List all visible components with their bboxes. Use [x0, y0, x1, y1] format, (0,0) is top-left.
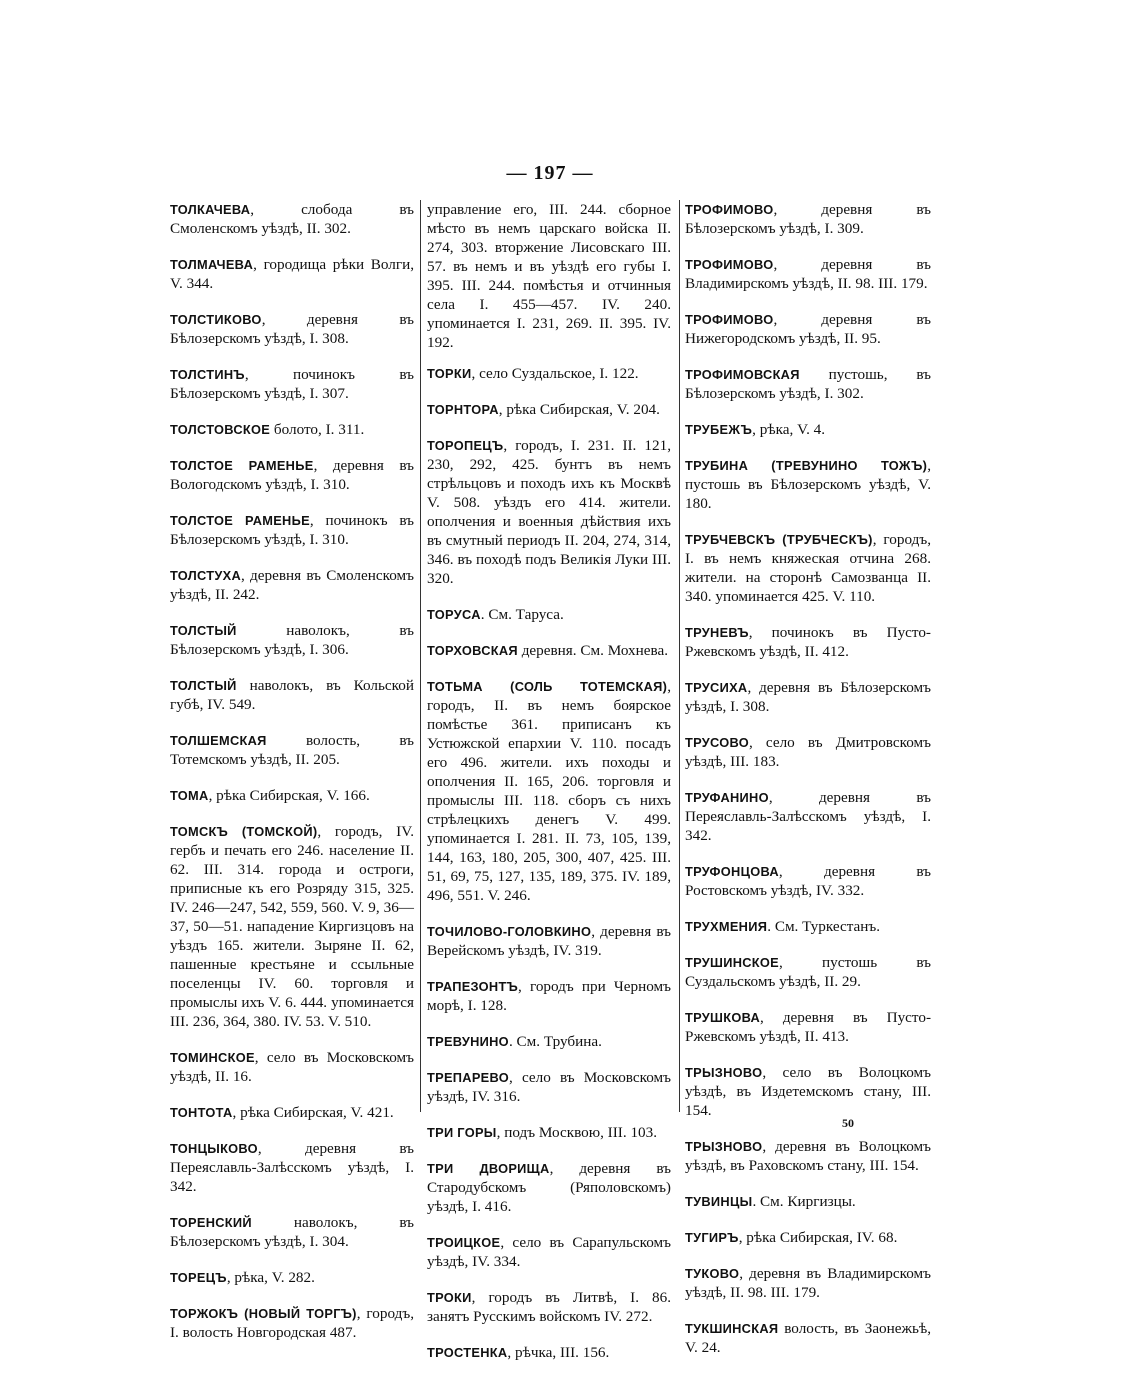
entry-text: , деревня въ Переяславль-Залѣсскомъ уѣздѣ, I. 342.	[685, 789, 931, 844]
entry-headword: ТРОКИ	[427, 1290, 472, 1305]
entry-text: . См. Таруса.	[480, 606, 564, 623]
entry-headword: ТОРЖОКЪ (НОВЫЙ ТОРГЪ)	[170, 1306, 357, 1321]
entry-headword: ТРЫЗНОВО	[685, 1065, 763, 1080]
entry-headword: ТРУФОНЦОВА	[685, 864, 779, 879]
entry-headword: ТОРОПЕЦЪ	[427, 438, 504, 453]
entry-text: , починокъ въ Бѣлозерскомъ уѣздѣ, I. 307.	[170, 366, 414, 402]
entry-text: , слобода въ Смоленскомъ уѣздѣ, II. 302.	[170, 201, 414, 237]
index-entry	[685, 917, 931, 936]
entry-text: , пустошь въ Суздальскомъ уѣздѣ, II. 29.	[685, 954, 931, 990]
index-entry	[427, 977, 671, 1015]
column-divider	[420, 200, 421, 1112]
index-entry	[170, 511, 414, 549]
index-entry	[170, 456, 414, 494]
entry-text: . См. Киргизцы.	[752, 1193, 856, 1210]
entry-headword: ТОЧИЛОВО-ГОЛОВКИНО	[427, 924, 592, 939]
index-entry	[685, 1228, 931, 1247]
index-entry	[685, 953, 931, 991]
entry-headword: ТРОСТЕНКА	[427, 1345, 508, 1360]
entry-text: , деревня въ Бѣлозерскомъ уѣздѣ, I. 308.	[685, 679, 931, 715]
entry-headword: ТРУСИХА	[685, 680, 748, 695]
entry-text: наволокъ, въ Бѣлозерскомъ уѣздѣ, I. 304.	[170, 1214, 414, 1250]
entry-headword: ТОЛСТЫЙ	[170, 678, 237, 693]
entry-text: деревня. См. Мохнева.	[517, 642, 669, 659]
entry-headword: ТРУШИНСКОЕ	[685, 955, 779, 970]
entry-text: , деревня въ Нижегородскомъ уѣздѣ, II. 95.	[685, 311, 931, 347]
entry-headword: ТОРЕЦЪ	[170, 1270, 227, 1285]
entry-text: управление его, III. 244. сборное мѣсто въ немъ царскаго войска II. 274, 303. вторжение Лисовскаго III. 57. въ немъ и въ уѣздѣ его губы I. 395. III. 244. помѣстья и отчинныя села I. 455—457. IV. 240. упоминается I. 231, 269. II. 395. IV. 192.	[427, 201, 671, 351]
index-entry	[685, 530, 931, 606]
entry-headword: ТОМСКЪ (ТОМСКОЙ)	[170, 824, 318, 839]
entry-headword: ТОЛКАЧЕВА	[170, 202, 251, 217]
index-entry	[170, 310, 414, 348]
entry-text: , городъ въ Литвѣ, I. 86. занятъ Русскимъ войскомъ IV. 272.	[427, 1289, 671, 1325]
index-entry	[427, 436, 671, 588]
entry-headword: ТРЕВУНИНО	[427, 1034, 509, 1049]
entry-text: , деревня въ Волоцкомъ уѣздѣ, въ Раховскомъ стану, III. 154.	[685, 1138, 931, 1174]
entry-text: , рѣка, V. 282.	[226, 1269, 315, 1286]
index-entry	[685, 255, 931, 293]
index-entry	[427, 922, 671, 960]
index-entry	[685, 1264, 931, 1302]
entry-headword: ТОТЬМА (СОЛЬ ТОТЕМСКАЯ)	[427, 679, 668, 694]
index-entry	[427, 641, 671, 660]
entry-text: , рѣка Сибирская, V. 204.	[498, 401, 660, 418]
entry-headword: ТОЛСТЫЙ	[170, 623, 237, 638]
entry-text: , деревня въ Стародубскомъ (Ряполовскомъ) уѣздѣ, I. 416.	[427, 1160, 672, 1215]
entry-headword: ТОЛСТИКОВО	[170, 312, 262, 327]
index-entry	[685, 1008, 931, 1046]
index-entry	[685, 310, 931, 348]
index-entry	[427, 1068, 671, 1106]
entry-text: . См. Туркестанъ.	[767, 918, 881, 935]
entry-text: , деревня въ Владимирскомъ уѣздѣ, II. 98. III. 179.	[685, 256, 931, 292]
entry-text: , рѣка, V. 4.	[752, 421, 826, 438]
entry-text: , рѣка Сибирская, V. 166.	[208, 787, 370, 804]
entry-headword: ТРУХМЕНИЯ	[685, 919, 768, 934]
entry-headword: ТОМИНСКОЕ	[170, 1050, 255, 1065]
entry-headword: ТОНЦЫКОВО	[170, 1141, 258, 1156]
index-entry	[170, 822, 414, 1031]
index-entry	[427, 400, 671, 419]
index-entry	[170, 1304, 414, 1342]
index-entry	[170, 731, 414, 769]
column-divider	[679, 200, 680, 1112]
printer-signature: 50	[842, 1116, 854, 1130]
index-entry	[427, 1288, 671, 1326]
entry-text: , село въ Дмитровскомъ уѣздѣ, III. 183.	[685, 734, 931, 770]
entry-text: , деревня въ Владимирскомъ уѣздѣ, II. 98. III. 179.	[685, 1265, 931, 1301]
entry-headword: ТРЕПАРЕВО	[427, 1070, 509, 1085]
entry-headword: ТРЫЗНОВО	[685, 1139, 763, 1154]
entry-headword: ТРУНЕВЪ	[685, 625, 749, 640]
entry-text: , село въ Московскомъ уѣздѣ, II. 16.	[170, 1049, 414, 1085]
entry-text: волость, въ Тотемскомъ уѣздѣ, II. 205.	[170, 732, 414, 768]
entry-text: , городища рѣки Волги, V. 344.	[170, 256, 414, 292]
entry-headword: ТРОФИМОВО	[685, 312, 774, 327]
entry-text: , подъ Москвою, III. 103.	[496, 1124, 658, 1141]
index-entry	[685, 200, 931, 238]
index-entry	[685, 788, 931, 845]
entry-text: наволокъ, въ Кольской губѣ, IV. 549.	[170, 677, 414, 713]
index-column-2	[427, 200, 671, 1379]
entry-headword: ТРУСОВО	[685, 735, 749, 750]
index-entry	[427, 1159, 671, 1216]
entry-headword: ТРУБЧЕВСКЪ (ТРУБЧЕСКЪ)	[685, 532, 873, 547]
entry-text: наволокъ, въ Бѣлозерскомъ уѣздѣ, I. 306.	[170, 622, 414, 658]
index-entry	[427, 364, 671, 383]
entry-text: , деревня въ Переяславль-Залѣсскомъ уѣздѣ, I. 342.	[170, 1140, 414, 1195]
index-entry	[170, 786, 414, 805]
index-entry	[427, 200, 671, 352]
entry-headword: ТУГИРЪ	[685, 1230, 739, 1245]
index-column-1	[170, 200, 414, 1359]
entry-text: пустошь, въ Бѣлозерскомъ уѣздѣ, I. 302.	[685, 366, 931, 402]
entry-text: , городъ, I. 231. II. 121, 230, 292, 425. бунтъ въ немъ стрѣльцовъ и походъ ихъ къ Москвѣ V. 508. уѣздъ его 414. жители. ополчения и военныя дѣйствия ихъ въ смутный периодъ II. 204, 274, 314, 346. въ походѣ подъ Великія Луки III. 320.	[427, 437, 671, 587]
entry-text: , городъ, IV. гербъ и печать его 246. население II. 62. III. 314. города и остроги, приписные къ его Розряду 315, 325. IV. 246—247, 542, 559, 560. V. 9, 36—37, 50—51. нападение Киргизцовъ на уѣздъ 165. жители. Зыряне II. 62, пашенные крестьяне и ссыльные поселенцы IV. 60. торговля и промыслы ихъ V. 6. 444. упоминается III. 236, 364, 380. IV. 53. V. 510.	[170, 823, 414, 1030]
entry-text: , городъ, I. въ немъ княжеская отчина 268. жители. на сторонѣ Самозванца II. 340. упоминается 425. V. 110.	[685, 531, 932, 605]
index-entry	[170, 255, 414, 293]
entry-headword: ТУКШИНСКАЯ	[685, 1321, 779, 1336]
entry-headword: ТРОИЦКОЕ	[427, 1235, 501, 1250]
index-entry	[170, 621, 414, 659]
entry-text: , село въ Сарапульскомъ уѣздѣ, IV. 334.	[427, 1234, 671, 1270]
index-entry	[170, 1268, 414, 1287]
entry-headword: ТОРХОВСКАЯ	[427, 643, 518, 658]
entry-headword: ТОРЕНСКИЙ	[170, 1215, 252, 1230]
entry-headword: ТРИ ГОРЫ	[427, 1125, 497, 1140]
entry-text: , село Суздальское, I. 122.	[471, 365, 639, 382]
entry-text: . См. Трубина.	[508, 1033, 602, 1050]
entry-text: болото, I. 311.	[270, 421, 365, 438]
entry-headword: ТРОФИМОВО	[685, 202, 774, 217]
index-entry	[427, 1032, 671, 1051]
entry-text: , рѣчка, III. 156.	[507, 1344, 610, 1361]
index-entry	[427, 1343, 671, 1362]
entry-headword: ТОМА	[170, 788, 209, 803]
entry-headword: ТОЛСТИНЪ	[170, 367, 245, 382]
index-entry	[170, 200, 414, 238]
entry-text: , деревня въ Вологодскомъ уѣздѣ, I. 310.	[170, 457, 414, 493]
entry-text: , деревня въ Бѣлозерскомъ уѣздѣ, I. 309.	[685, 201, 931, 237]
entry-headword: ТОНТОТА	[170, 1105, 233, 1120]
entry-text: , рѣка Сибирская, V. 421.	[232, 1104, 394, 1121]
index-entry	[170, 566, 414, 604]
entry-text: , городъ, II. въ немъ боярское помѣстье 361. приписанъ къ Устюжской епархии V. 110. посадъ его 496. жители. ихъ походы и ополчения II. 165, 206. торговля и промыслы III. 118. сборъ съ нихъ стрѣлецкихъ денегъ V. 499. упоминается I. 281. II. 73, 105, 139, 144, 163, 180, 205, 300, 407, 425. III. 51, 69, 75, 127, 135, 189, 375. IV. 189, 496, 551. V. 246.	[427, 678, 671, 904]
index-entry	[685, 733, 931, 771]
page-number: — 197 —	[506, 162, 594, 184]
index-entry	[427, 1233, 671, 1271]
index-entry	[685, 623, 931, 661]
index-column-3	[685, 200, 931, 1374]
index-entry	[170, 1103, 414, 1122]
index-entry	[685, 420, 931, 439]
entry-text: , село въ Московскомъ уѣздѣ, IV. 316.	[427, 1069, 671, 1105]
entry-headword: ТРИ ДВОРИЩА	[427, 1161, 550, 1176]
entry-headword: ТОЛСТОЕ РАМЕНЬЕ	[170, 458, 314, 473]
entry-text: , деревня въ Ростовскомъ уѣздѣ, IV. 332.	[685, 863, 931, 899]
index-entry	[685, 1063, 931, 1120]
index-entry	[685, 862, 931, 900]
entry-text: волость, въ Заонежьѣ, V. 24.	[685, 1320, 931, 1356]
index-entry	[170, 365, 414, 403]
index-entry	[685, 1319, 931, 1357]
entry-headword: ТУКОВО	[685, 1266, 740, 1281]
entry-headword: ТРУШКОВА	[685, 1010, 761, 1025]
entry-text: , деревня въ Смоленскомъ уѣздѣ, II. 242.	[170, 567, 414, 603]
entry-text: , деревня въ Пусто-Ржевскомъ уѣздѣ, II. 413.	[685, 1009, 931, 1045]
index-entry	[427, 605, 671, 624]
entry-text: , село въ Волоцкомъ уѣздѣ, въ Издетемскомъ стану, III. 154.	[685, 1064, 931, 1119]
entry-headword: ТРУФАНИНО	[685, 790, 769, 805]
index-entry	[685, 678, 931, 716]
index-entry	[170, 676, 414, 714]
entry-headword: ТОЛСТОЕ РАМЕНЬЕ	[170, 513, 310, 528]
entry-headword: ТОЛШЕМСКАЯ	[170, 733, 267, 748]
entry-headword: ТРАПЕЗОНТЪ	[427, 979, 519, 994]
index-entry	[170, 1139, 414, 1196]
entry-text: , рѣка Сибирская, IV. 68.	[738, 1229, 898, 1246]
index-entry	[170, 1213, 414, 1251]
index-entry	[427, 677, 671, 905]
entry-headword: ТОЛМАЧЕВА	[170, 257, 254, 272]
index-entry	[170, 420, 414, 439]
entry-text: , городъ при Черномъ морѣ, I. 128.	[427, 978, 671, 1014]
entry-text: , городъ, I. волость Новгородская 487.	[170, 1305, 414, 1341]
entry-headword: ТРОФИМОВСКАЯ	[685, 367, 800, 382]
index-entry	[170, 1048, 414, 1086]
index-entry	[427, 1123, 671, 1142]
entry-headword: ТРУБИНА (ТРЕВУНИНО ТОЖЪ)	[685, 458, 928, 473]
index-entry	[685, 1192, 931, 1211]
index-entry	[685, 456, 931, 513]
entry-headword: ТОРНТОРА	[427, 402, 499, 417]
entry-text: , починокъ въ Бѣлозерскомъ уѣздѣ, I. 310.	[170, 512, 414, 548]
entry-headword: ТРОФИМОВО	[685, 257, 774, 272]
entry-text: , деревня въ Верейскомъ уѣздѣ, IV. 319.	[427, 923, 671, 959]
index-entry	[685, 1137, 931, 1175]
entry-text: , починокъ въ Пусто-Ржевскомъ уѣздѣ, II. 412.	[685, 624, 931, 660]
entry-headword: ТУВИНЦЫ	[685, 1194, 753, 1209]
entry-headword: ТОРУСА	[427, 607, 481, 622]
entry-headword: ТОЛСТУХА	[170, 568, 241, 583]
entry-text: , деревня въ Бѣлозерскомъ уѣздѣ, I. 308.	[170, 311, 414, 347]
entry-headword: ТОРКИ	[427, 366, 472, 381]
entry-headword: ТОЛСТОВСКОЕ	[170, 422, 271, 437]
entry-text: , пустошь въ Бѣлозерскомъ уѣздѣ, V. 180.	[685, 457, 931, 512]
index-entry	[685, 365, 931, 403]
entry-headword: ТРУБЕЖЪ	[685, 422, 753, 437]
